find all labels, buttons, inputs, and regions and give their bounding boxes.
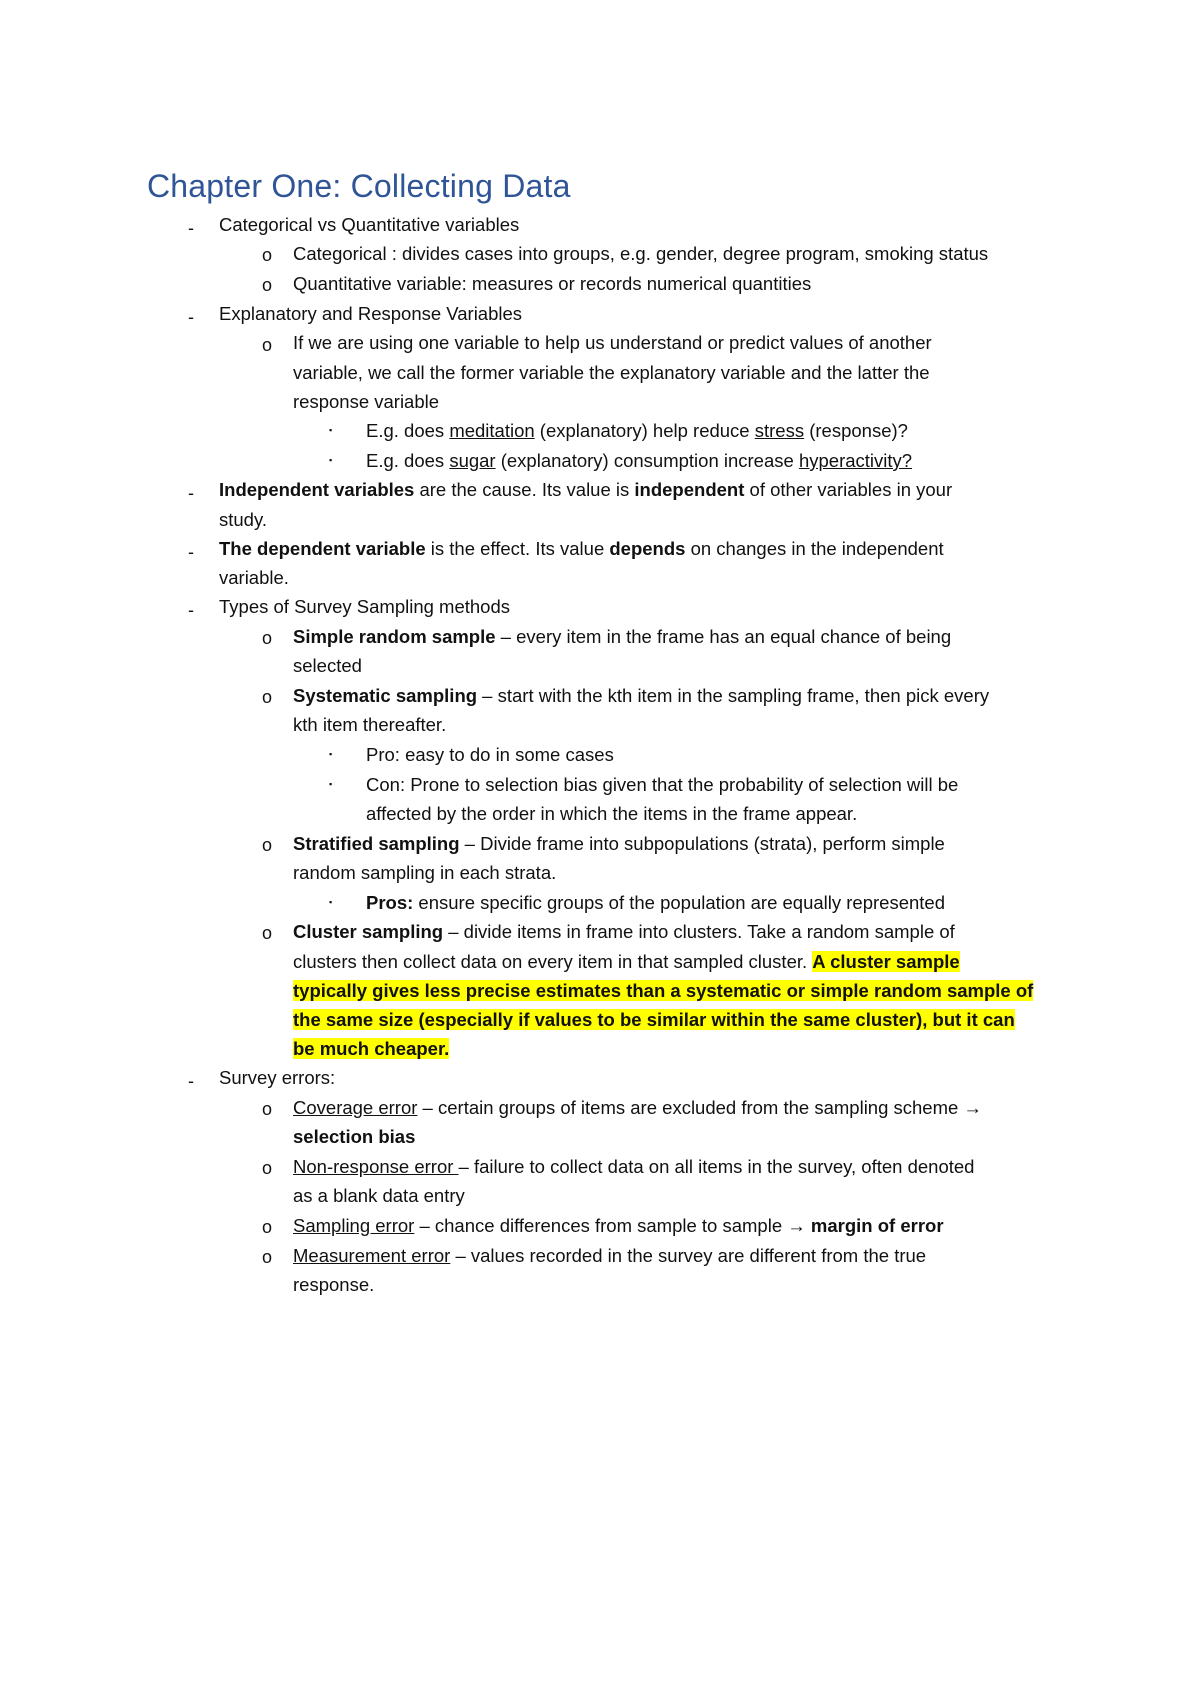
- list-item-continuation: response.: [293, 1274, 375, 1295]
- list-item: Non-response error – failure to collect data on all items in the survey, often denoted: [293, 1156, 975, 1177]
- list-item: [293, 242, 988, 266]
- dash-bullet: -: [188, 1071, 194, 1091]
- circle-bullet: o: [262, 335, 273, 355]
- underlined-term: hyperactivity?: [798, 450, 913, 471]
- list-item-continuation: as a blank data entry: [293, 1185, 465, 1206]
- circle-bullet: o: [262, 1247, 273, 1267]
- circle-bullet: o: [262, 835, 273, 855]
- underlined-term: sugar: [449, 450, 496, 471]
- list-item: Pros: ensure specific groups of the population are equally represented: [366, 892, 946, 913]
- chapter-title: Chapter One: Collecting Data: [147, 168, 571, 204]
- list-item: Pro: easy to do in some cases: [366, 744, 614, 765]
- list-item: Con: Prone to selection bias given that the probability of selection will be: [366, 774, 959, 795]
- term: Quantitative variable: [293, 273, 462, 294]
- circle-bullet: o: [262, 1158, 273, 1178]
- list-item: Measurement error – values recorded in the survey are different from the true: [293, 1245, 927, 1266]
- list-item: Systematic sampling – start with the kth item in the sampling frame, then pick every: [293, 685, 990, 706]
- underlined-term: Sampling error: [293, 1215, 415, 1236]
- list-item: If we are using one variable to help us understand or predict values of another: [293, 332, 932, 353]
- list-item: The dependent variable is the effect. Its value depends on changes in the independent: [219, 538, 944, 559]
- list-item: Survey errors:: [219, 1067, 336, 1088]
- square-bullet: ▪: [329, 897, 333, 907]
- list-item-continuation: selection bias: [293, 1126, 416, 1147]
- circle-bullet: o: [262, 1217, 273, 1237]
- term: Categorical: [293, 243, 387, 264]
- list-item: Categorical vs Quantitative variables: [219, 214, 520, 235]
- underlined-term: Non-response error: [293, 1156, 459, 1177]
- list-item-continuation: [293, 1037, 449, 1061]
- list-item-continuation: clusters then collect data on every item in that sampled cluster. A cluster sample: [293, 951, 960, 972]
- underlined-term: Coverage error: [293, 1097, 418, 1118]
- highlighted-text: the same size (especially if values to be similar within the same cluster), but it can: [293, 1009, 1015, 1030]
- underlined-term: meditation: [449, 420, 535, 441]
- square-bullet: ▪: [329, 749, 333, 759]
- text: : measures or records numerical quantities: [461, 273, 812, 294]
- dash-bullet: -: [188, 483, 194, 503]
- circle-bullet: o: [262, 1099, 273, 1119]
- list-item-continuation: random sampling in each strata.: [293, 862, 557, 883]
- list-item-continuation: variable.: [219, 567, 289, 588]
- list-item-continuation: affected by the order in which the items in the frame appear.: [366, 803, 858, 824]
- list-item-continuation: [293, 979, 1033, 1003]
- underlined-term: stress: [754, 420, 805, 441]
- list-item-continuation: [293, 1008, 1015, 1032]
- circle-bullet: o: [262, 245, 273, 265]
- circle-bullet: o: [262, 275, 273, 295]
- dash-bullet: -: [188, 307, 194, 327]
- list-item: Sampling error – chance differences from sample to sample → margin of error: [293, 1215, 944, 1236]
- highlighted-text: be much cheaper.: [293, 1038, 450, 1059]
- list-item: Simple random sample – every item in the frame has an equal chance of being: [293, 626, 952, 647]
- list-item-continuation: kth item thereafter.: [293, 714, 447, 735]
- highlighted-text: typically gives less precise estimates than a systematic or simple random sample of: [293, 980, 1034, 1001]
- dash-bullet: -: [188, 542, 194, 562]
- list-item-continuation: study.: [219, 509, 267, 530]
- text: : divides cases into groups, e.g. gender, degree program, smoking status: [386, 243, 989, 264]
- highlighted-text: A cluster sample: [812, 951, 960, 972]
- circle-bullet: o: [262, 923, 273, 943]
- list-item: Stratified sampling – Divide frame into subpopulations (strata), perform simple: [293, 833, 945, 854]
- list-item: E.g. does sugar (explanatory) consumption increase hyperactivity?: [366, 450, 913, 471]
- list-item-continuation: response variable: [293, 391, 440, 412]
- list-item: [293, 272, 811, 296]
- circle-bullet: o: [262, 687, 273, 707]
- list-item: Independent variables are the cause. Its value is independent of other variables in your: [219, 479, 953, 500]
- list-item-continuation: variable, we call the former variable the explanatory variable and the latter the: [293, 362, 930, 383]
- list-item: Cluster sampling – divide items in frame into clusters. Take a random sample of: [293, 921, 955, 942]
- circle-bullet: o: [262, 628, 273, 648]
- list-item: Types of Survey Sampling methods: [219, 596, 511, 617]
- list-item: Coverage error – certain groups of items are excluded from the sampling scheme →: [293, 1097, 982, 1118]
- dash-bullet: -: [188, 218, 194, 238]
- list-item: E.g. does meditation (explanatory) help reduce stress (response)?: [366, 420, 908, 441]
- dash-bullet: -: [188, 600, 194, 620]
- underlined-term: Measurement error: [293, 1245, 451, 1266]
- square-bullet: ▪: [329, 779, 333, 789]
- square-bullet: ▪: [329, 425, 333, 435]
- square-bullet: ▪: [329, 455, 333, 465]
- list-item: Explanatory and Response Variables: [219, 303, 523, 324]
- list-item-continuation: selected: [293, 655, 362, 676]
